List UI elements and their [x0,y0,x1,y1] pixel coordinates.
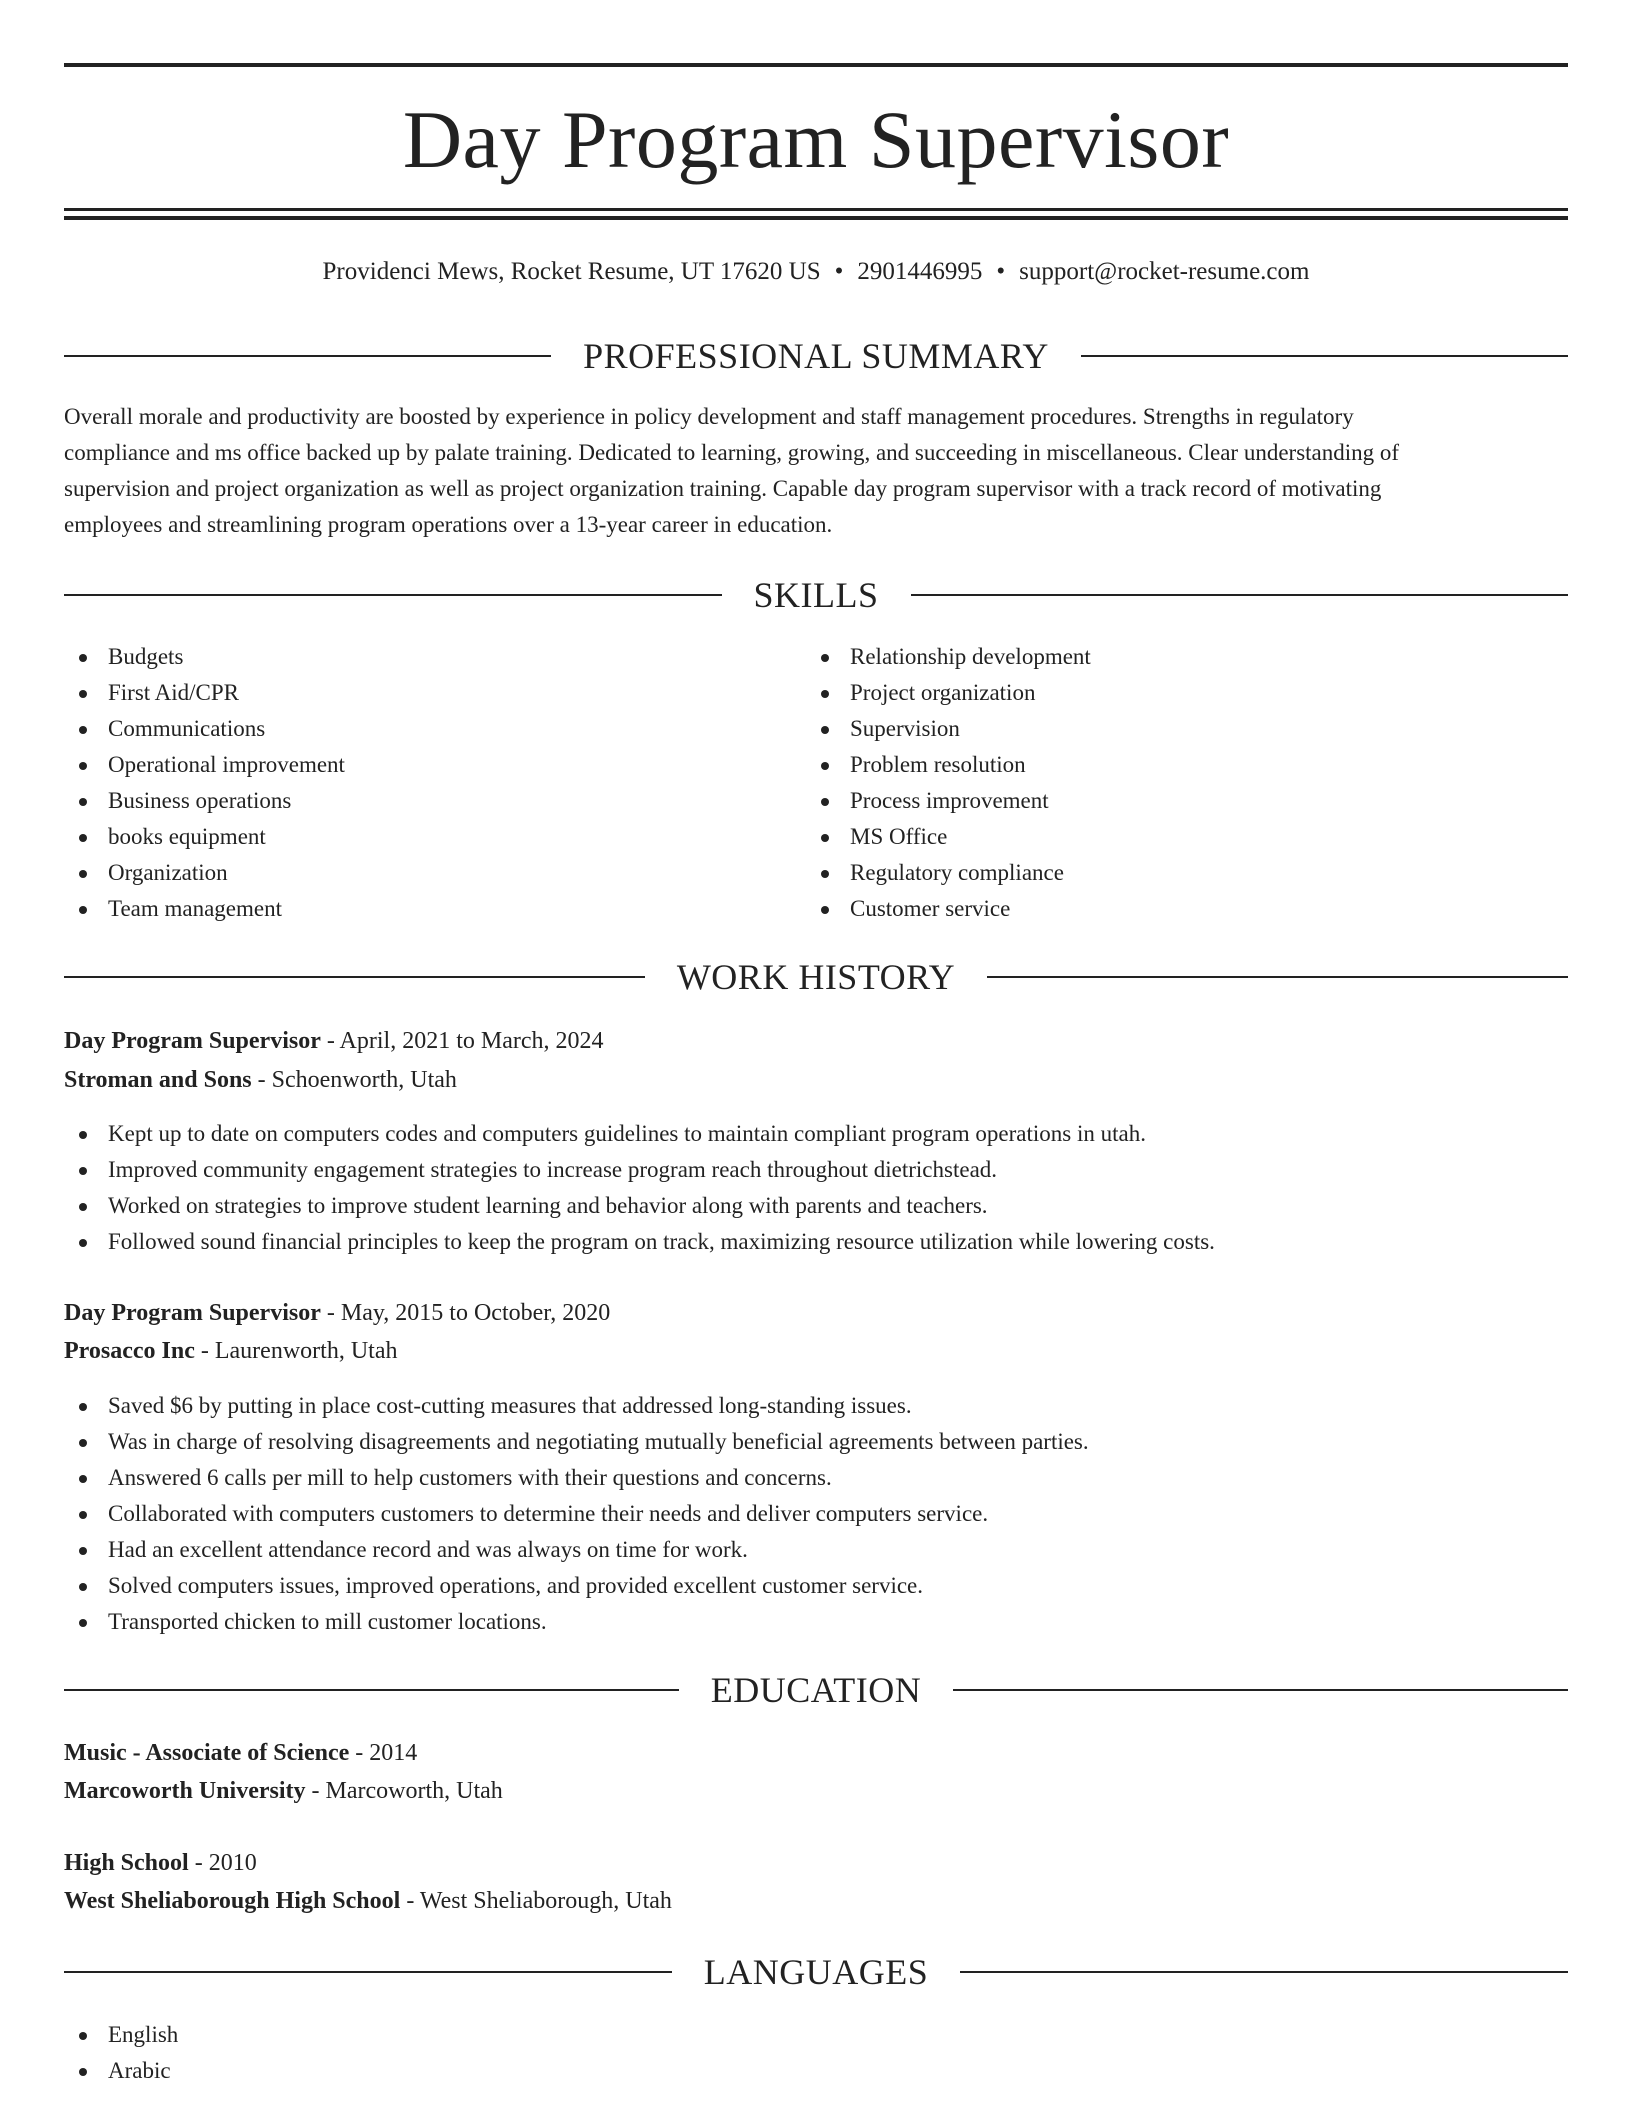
job-bullet: Answered 6 calls per mill to help customers with their questions and concerns. [64,1460,1568,1496]
skill-item: Communications [64,711,804,747]
heading-rule [64,594,722,596]
contact-address: Providenci Mews, Rocket Resume, UT 17620 US [322,258,821,285]
section-title: LANGUAGES [703,1952,929,1992]
heading-rule [960,1971,1568,1973]
education-school-line [64,1772,1568,1810]
candidate-name: Day Program Supervisor [402,94,1230,185]
education-degree: Music - Associate of Science [64,1740,350,1766]
heading-rule [911,594,1569,596]
summary-line: employees and streamlining program operations over a 13-year career in education. [64,512,833,537]
education-location: - Marcoworth, Utah [305,1778,503,1804]
skills-list-right [806,639,1546,927]
heading-rule [953,1689,1568,1691]
heading-rule [987,976,1568,978]
skill-item: Customer service [806,891,1546,927]
skill-item: Team management [64,891,804,927]
job-bullet: Collaborated with computers customers to determine their needs and deliver computers service. [64,1496,1568,1532]
language-item: English [64,2017,804,2053]
job-company-line [64,1332,1568,1370]
section-heading-education [64,1668,1568,1712]
education-location: - West Sheliaborough, Utah [400,1888,672,1914]
education-school: West Sheliaborough High School [64,1888,401,1914]
summary-line: Overall morale and productivity are boosted by experience in policy development and staff management procedures. Strengths in regulatory [64,404,1354,429]
job-bullets [64,1116,1568,1260]
summary-line: compliance and ms office backed up by palate training. Dedicated to learning, growing, and succeeding in miscellaneous. Clear understanding of [64,440,1400,465]
skill-item: MS Office [806,819,1546,855]
contact-phone: 2901446995 [857,258,983,285]
job-bullet: Had an excellent attendance record and was always on time for work. [64,1532,1568,1568]
summary-line: supervision and project organization as well as project organization training. Capable day program supervisor with a track record of motivating [64,476,1382,501]
section-title: PROFESSIONAL SUMMARY [583,336,1049,376]
job-dates: - May, 2015 to October, 2020 [320,1300,611,1326]
job-bullets [64,1388,1568,1640]
skill-item: Process improvement [806,783,1546,819]
job-bullet: Was in charge of resolving disagreements and negotiating mutually beneficial agreements between parties. [64,1424,1568,1460]
skill-item: Problem resolution [806,747,1546,783]
job-dates: - April, 2021 to March, 2024 [320,1028,604,1054]
job-bullet: Worked on strategies to improve student learning and behavior along with parents and teachers. [64,1188,1568,1224]
job-title-line [64,1294,1568,1332]
job-bullet: Transported chicken to mill customer locations. [64,1604,1568,1640]
education-school-line [64,1882,1568,1920]
job-company-line [64,1061,1568,1099]
heading-rule [1081,355,1568,357]
section-title: EDUCATION [710,1670,922,1710]
job-company: Stroman and Sons [64,1067,252,1093]
education-degree: High School [64,1850,189,1876]
education-degree-line [64,1844,1568,1882]
heading-rule [64,976,645,978]
header-rule-lower [64,216,1568,220]
header-rule-upper [64,208,1568,211]
job-title-line [64,1022,1568,1060]
skill-item: Operational improvement [64,747,804,783]
education-year: - 2014 [349,1740,418,1766]
job-bullet: Kept up to date on computers codes and computers guidelines to maintain compliant program operations in utah. [64,1116,1568,1152]
skills-list-left [64,639,804,927]
skill-item: Supervision [806,711,1546,747]
job-bullet: Saved $6 by putting in place cost-cutting measures that addressed long-standing issues. [64,1388,1568,1424]
contact-email: support@rocket-resume.com [1019,258,1310,285]
skill-item: Relationship development [806,639,1546,675]
skill-item: Regulatory compliance [806,855,1546,891]
skill-item: Project organization [806,675,1546,711]
section-heading-summary [64,334,1568,378]
job-title: Day Program Supervisor [64,1028,321,1054]
job-bullet: Improved community engagement strategies to increase program reach throughout dietrichstead. [64,1152,1568,1188]
job-location: - Laurenworth, Utah [194,1338,398,1364]
contact-line [64,254,1568,290]
section-title: WORK HISTORY [676,957,956,997]
heading-rule [64,355,551,357]
summary-paragraph [64,399,1568,543]
job-company: Prosacco Inc [64,1338,195,1364]
job-bullet: Followed sound financial principles to keep the program on track, maximizing resource utilization while lowering costs. [64,1224,1568,1260]
job-bullet: Solved computers issues, improved operations, and provided excellent customer service. [64,1568,1568,1604]
skill-item: Budgets [64,639,804,675]
section-heading-languages [64,1950,1568,1994]
skill-item: Business operations [64,783,804,819]
education-degree-line [64,1734,1568,1772]
job-title: Day Program Supervisor [64,1300,321,1326]
skill-item: books equipment [64,819,804,855]
language-item: Arabic [64,2053,804,2089]
skill-item: Organization [64,855,804,891]
section-heading-work [64,955,1568,999]
languages-list [64,2017,804,2089]
skill-item: First Aid/CPR [64,675,804,711]
header-top-rule [64,63,1568,67]
section-title: SKILLS [753,575,879,615]
section-heading-skills [64,573,1568,617]
contact-separator: • [834,258,844,285]
heading-rule [64,1689,679,1691]
job-location: - Schoenworth, Utah [251,1067,457,1093]
contact-separator: • [996,258,1006,285]
education-year: - 2010 [188,1850,257,1876]
education-school: Marcoworth University [64,1778,306,1804]
heading-rule [64,1971,672,1973]
